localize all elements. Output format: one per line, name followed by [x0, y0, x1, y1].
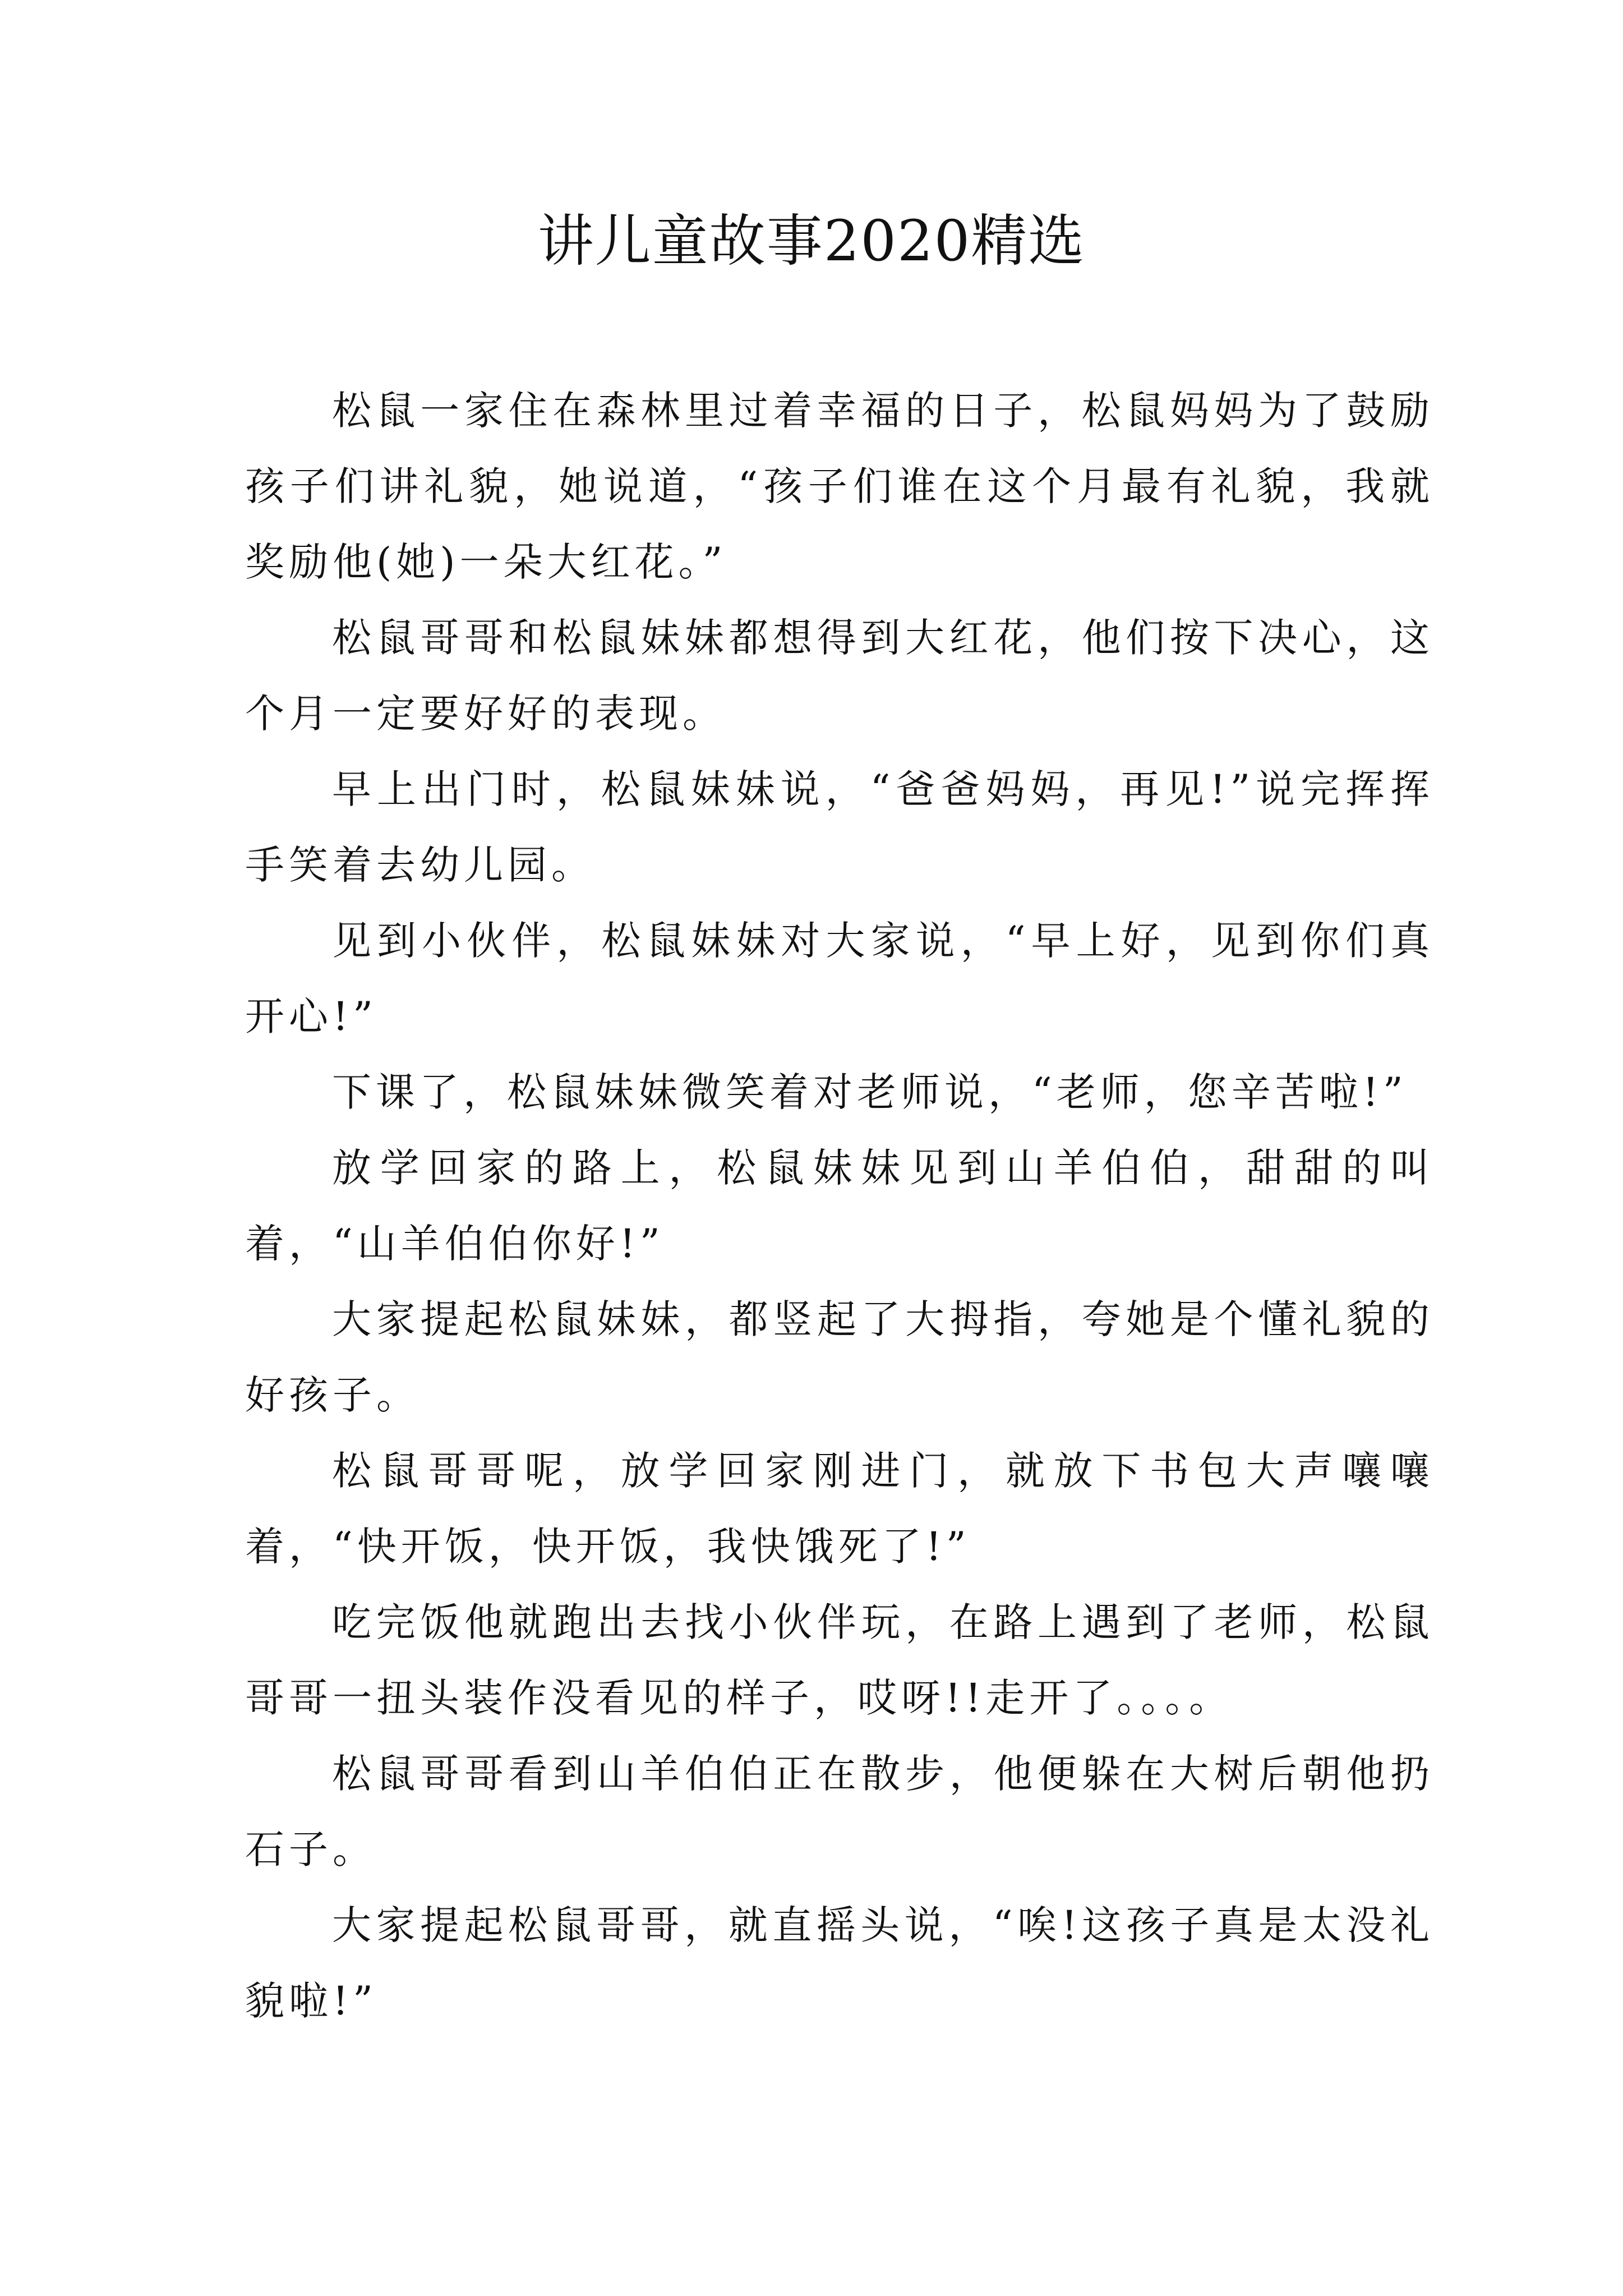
document-body [245, 373, 1434, 2039]
paragraph: 早上出门时，松鼠妹妹说，“爸爸妈妈，再见!”说完挥挥手笑着去幼儿园。 [245, 766, 1434, 888]
paragraph: 松鼠哥哥看到山羊伯伯正在散步，他便躲在大树后朝他扔石子。 [245, 1751, 1434, 1872]
paragraph: 放学回家的路上，松鼠妹妹见到山羊伯伯，甜甜的叫着，“山羊伯伯你好!” [245, 1145, 1434, 1267]
paragraph: 松鼠一家住在森林里过着幸福的日子，松鼠妈妈为了鼓励孩子们讲礼貌，她说道，“孩子们谁在这个月最有礼貌，我就奖励他(她)一朵大红花。” [245, 388, 1434, 585]
paragraph: 吃完饭他就跑出去找小伙伴玩，在路上遇到了老师，松鼠哥哥一扭头装作没看见的样子，哎呀!!走开了。。。。 [245, 1599, 1434, 1721]
paragraph: 松鼠哥哥和松鼠妹妹都想得到大红花，他们按下决心，这个月一定要好好的表现。 [245, 615, 1434, 737]
document-title: 讲儿童故事2020精选 [537, 208, 1086, 274]
paragraph: 松鼠哥哥呢，放学回家刚进门，就放下书包大声嚷嚷着，“快开饭，快开饭，我快饿死了!” [245, 1448, 1434, 1570]
paragraph: 见到小伙伴，松鼠妹妹对大家说，“早上好，见到你们真开心!” [245, 918, 1434, 1039]
paragraph: 大家提起松鼠哥哥，就直摇头说，“唉!这孩子真是太没礼貌啦!” [245, 1902, 1434, 2024]
paragraph: 下课了，松鼠妹妹微笑着对老师说，“老师，您辛苦啦!” [332, 1069, 1408, 1115]
paragraph: 大家提起松鼠妹妹，都竖起了大拇指，夸她是个懂礼貌的好孩子。 [245, 1296, 1434, 1418]
